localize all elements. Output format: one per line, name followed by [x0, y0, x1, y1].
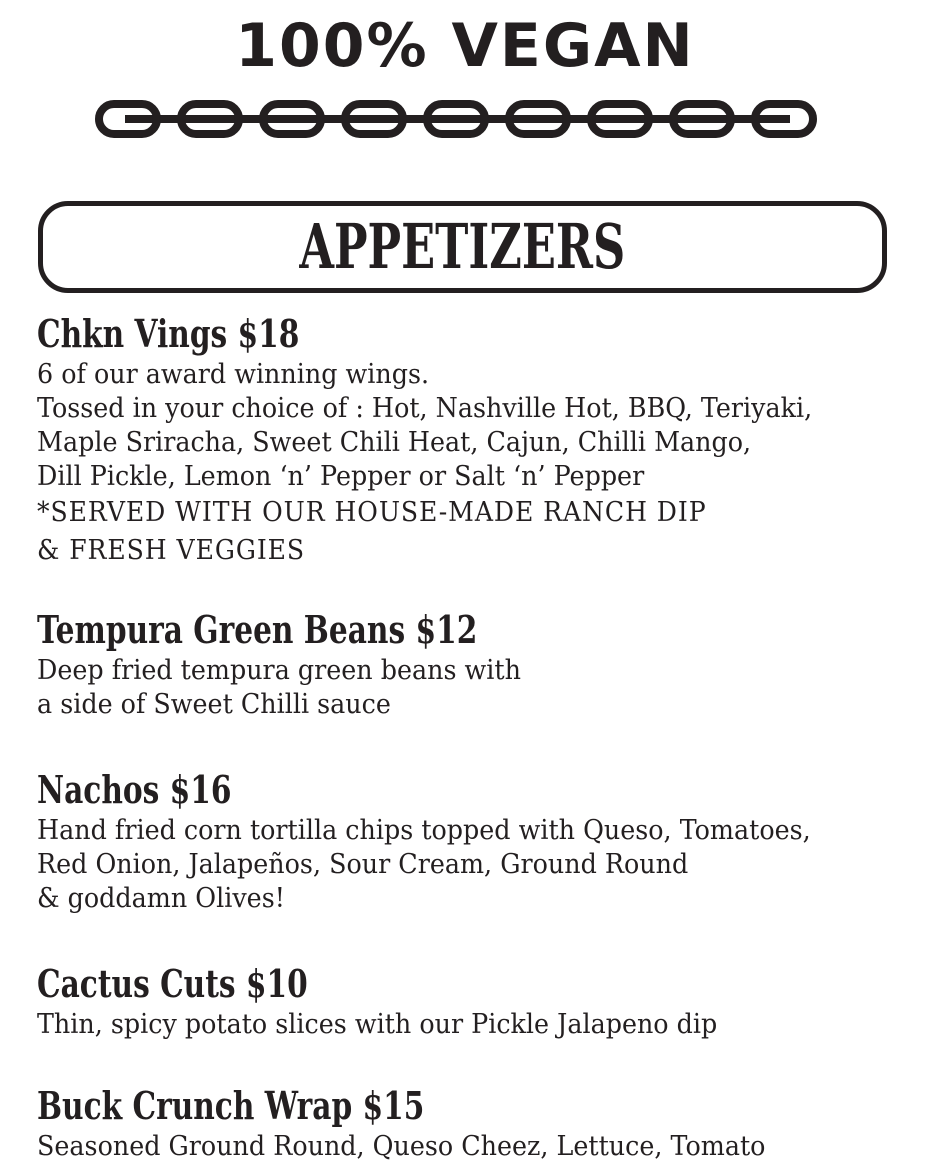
item-description-line: Dill Pickle, Lemon ‘n’ Pepper or Salt ‘n’ Pepper: [37, 461, 645, 492]
chain-divider-icon: [95, 98, 820, 140]
item-name: Cactus Cuts $10: [37, 961, 308, 1006]
item-description-line: Thin, spicy potato slices with our Pickle Jalapeno dip: [37, 1009, 718, 1040]
item-description-line: Maple Sriracha, Sweet Chili Heat, Cajun, Chilli Mango,: [37, 427, 752, 458]
item-name: Chkn Vings $18: [37, 311, 300, 356]
item-description-line: 6 of our award winning wings.: [37, 359, 430, 390]
item-note-line: *SERVED WITH OUR HOUSE-MADE RANCH DIP: [37, 497, 707, 528]
menu-item-chkn-vings: [37, 310, 907, 570]
item-description-line: Hand fried corn tortilla chips topped with Queso, Tomatoes,: [37, 815, 811, 846]
page-title: 100% VEGAN: [235, 11, 695, 81]
item-description-line: & goddamn Olives!: [37, 883, 285, 914]
menu-item-buck-crunch-wrap: [37, 1082, 907, 1164]
item-name: Nachos $16: [37, 767, 232, 812]
item-description-line: a side of Sweet Chilli sauce: [37, 689, 391, 720]
menu-list: [37, 310, 907, 1164]
menu-item-cactus-cuts: [37, 960, 907, 1042]
menu-item-nachos: [37, 766, 907, 916]
item-name: Buck Crunch Wrap $15: [37, 1083, 425, 1128]
section-header-box: [38, 201, 887, 293]
item-description-line: Seasoned Ground Round, Queso Cheez, Lettuce, Tomato: [37, 1131, 766, 1162]
item-description-line: Red Onion, Jalapeños, Sour Cream, Ground Round: [37, 849, 689, 880]
item-description-line: Tossed in your choice of : Hot, Nashville Hot, BBQ, Teriyaki,: [37, 393, 813, 424]
item-description-line: Deep fried tempura green beans with: [37, 655, 521, 686]
section-title: APPETIZERS: [299, 210, 626, 283]
menu-item-tempura-green-beans: [37, 606, 907, 722]
item-note-line: & FRESH VEGGIES: [37, 535, 306, 566]
item-name: Tempura Green Beans $12: [37, 607, 478, 652]
